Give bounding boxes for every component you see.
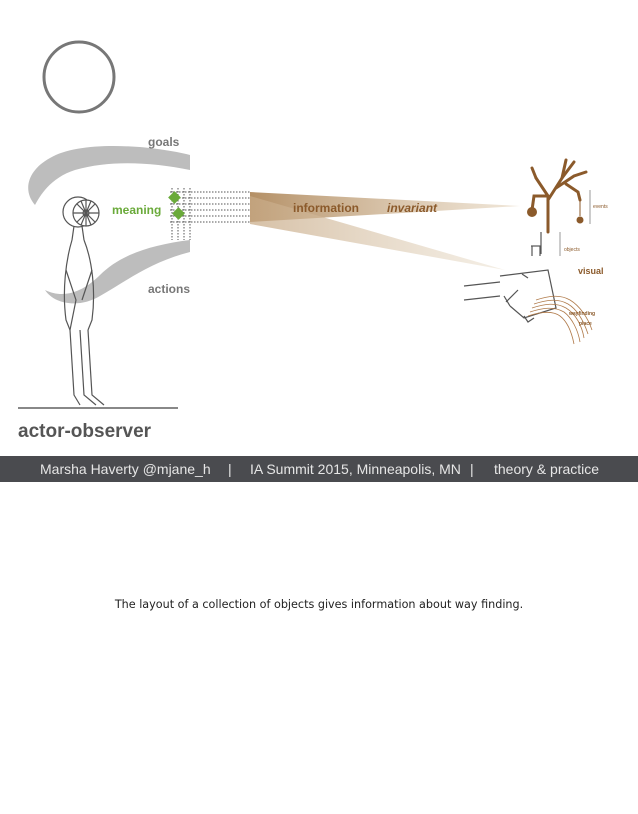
footer-bar <box>0 456 638 482</box>
chair-icon <box>531 232 541 256</box>
floor-plan-icon <box>464 270 556 322</box>
footer-separator: | <box>228 461 232 477</box>
fruit-icon <box>577 217 584 224</box>
visual-label: visual <box>578 266 604 276</box>
fruit-icon <box>527 207 537 217</box>
goals-label: goals <box>148 135 180 149</box>
footer-separator: | <box>470 461 474 477</box>
footer-topic: theory & practice <box>494 461 600 477</box>
green-diamond <box>172 207 185 220</box>
place-label: place <box>579 321 592 327</box>
meaning-label: meaning <box>112 203 162 217</box>
empty-circle <box>44 42 114 112</box>
information-label: information <box>293 201 359 215</box>
goals-swoosh <box>28 146 190 205</box>
footer-author: Marsha Haverty @mjane_h <box>40 461 211 477</box>
wayfinding-label: wayfinding <box>569 311 596 317</box>
slide-caption: The layout of a collection of objects gives information about way finding. <box>114 598 524 611</box>
objects-label: objects <box>564 247 580 253</box>
actions-label: actions <box>148 282 191 296</box>
invariant-label: invariant <box>387 201 438 215</box>
actor-observer-label: actor-observer <box>18 421 152 442</box>
green-diamond <box>168 191 181 204</box>
footer-event: IA Summit 2015, Minneapolis, MN <box>250 461 461 477</box>
events-label: events <box>593 204 608 210</box>
